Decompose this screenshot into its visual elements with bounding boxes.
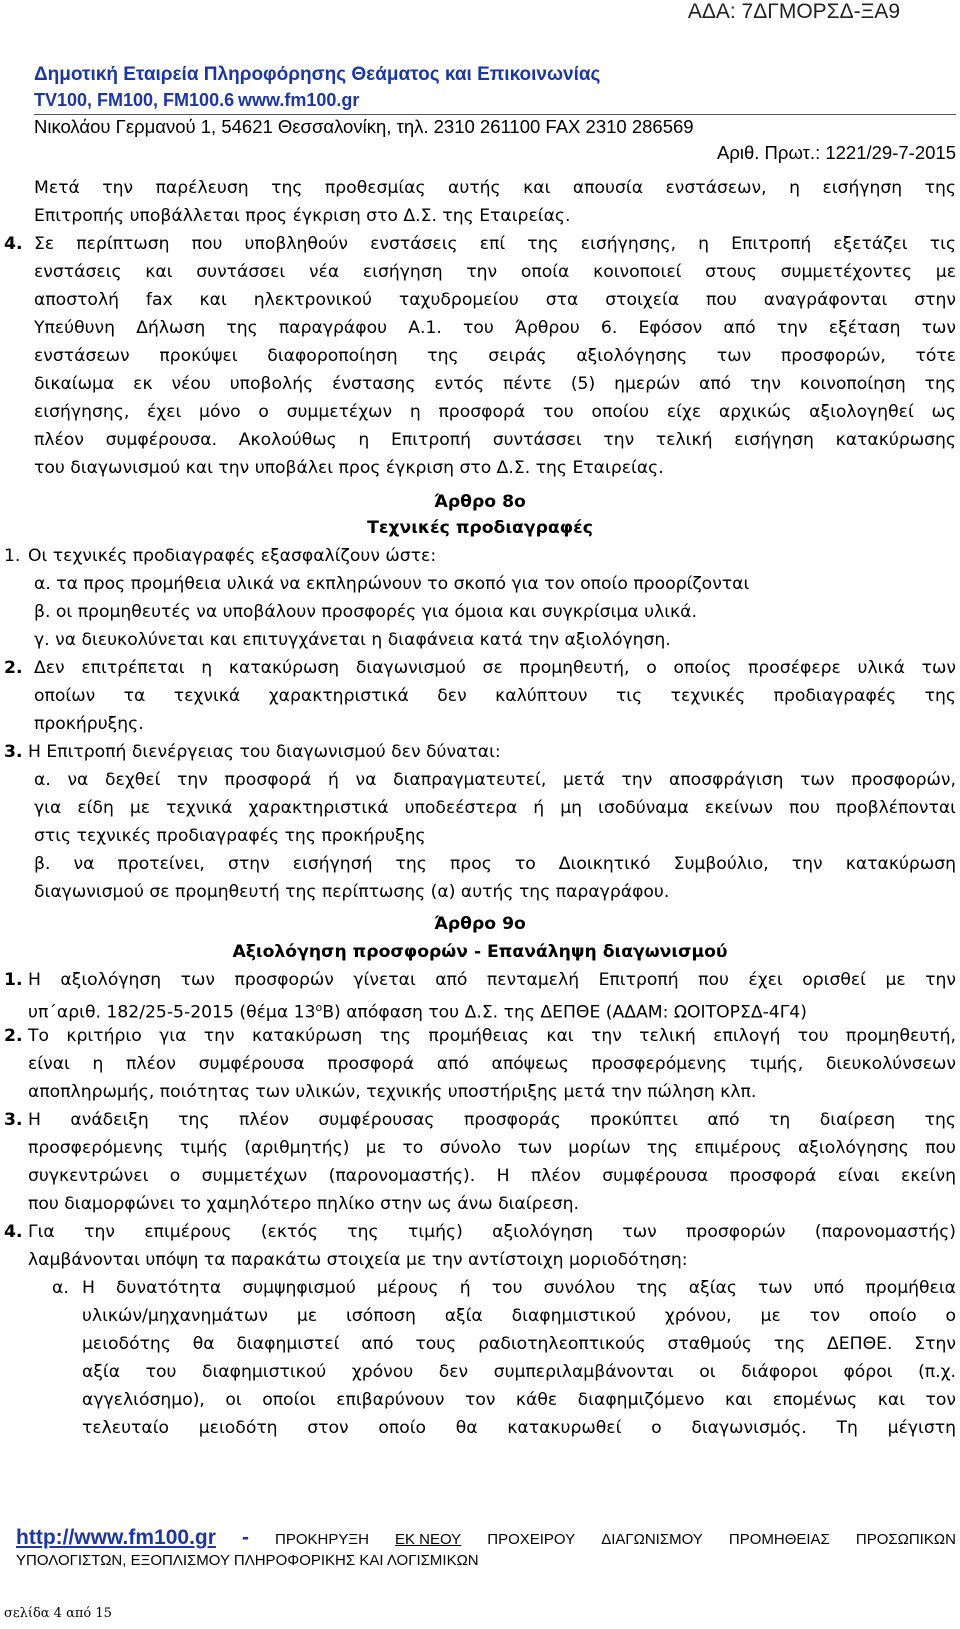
footer	[16, 1526, 956, 1569]
paragraph-line: ενστάσεων προκύψει διαφοροποίηση της σειράς αξιολόγησης των προσφορών, τότε	[34, 346, 956, 366]
paragraph-line: οποίων τα τεχνικά χαρακτηριστικά δεν καλύπτουν τις τεχνικές προδιαγραφές της	[34, 686, 956, 706]
paragraph-line	[28, 994, 807, 1022]
footer-word: ΠΡΟΚΗΡΥΞΗ	[275, 1531, 369, 1548]
article-9-title: Άρθρο 9ο	[434, 914, 526, 934]
item-number: 2.	[4, 658, 23, 678]
article-8-subtitle: Τεχνικές προδιαγραφές	[367, 518, 593, 538]
paragraph-line: Η Επιτροπή διενέργειας του διαγωνισμού δεν δύναται:	[28, 742, 501, 762]
header-divider	[34, 114, 956, 115]
footer-word: ΠΡΟΜΗΘΕΙΑΣ	[728, 1531, 830, 1548]
decision-reference-rest: Β) απόφαση του Δ.Σ. της ΔΕΠΘΕ (ΑΔΑΜ: ΩΟΙΤΟΡΣΔ-4Γ4)	[322, 1002, 807, 1023]
company-name: Δημοτική Εταιρεία Πληροφόρησης Θεάματος και Επικοινωνίας	[34, 64, 601, 85]
website-link[interactable]: www.fm100.gr	[238, 90, 360, 110]
paragraph-line: λαμβάνονται υπόψη τα παρακάτω στοιχεία με την αντίστοιχη μοριοδότηση:	[28, 1250, 688, 1270]
paragraph-line: προσφερόμενης τιμής (αριθμητής) με το σύνολο των μορίων της επιμέρους αξιολόγησης που	[28, 1138, 956, 1158]
paragraph-line: στις τεχνικές προδιαγραφές της προκήρυξης	[34, 826, 426, 846]
page-number: σελίδα 4 από 15	[4, 1606, 112, 1621]
paragraph-line: αποστολή fax και ηλεκτρονικού ταχυδρομείου στα στοιχεία που αναγράφονται στην	[34, 290, 956, 310]
item-number: 4.	[4, 1222, 23, 1242]
item-number: 3.	[4, 742, 23, 762]
footer-url-link[interactable]: http://www.fm100.gr	[16, 1526, 216, 1549]
paragraph-line: Οι τεχνικές προδιαγραφές εξασφαλίζουν ώστε:	[28, 546, 437, 566]
footer-word: ΕΚ ΝΕΟΥ	[394, 1531, 462, 1548]
paragraph-line: προκήρυξης.	[34, 714, 144, 734]
paragraph-line: πλέον συμφέρουσα. Ακολούθως η Επιτροπή συντάσσει την τελική εισήγηση κατακύρωσης	[34, 430, 956, 450]
paragraph-line: αγγελιόσημο), οι οποίοι επιβαρύνουν τον κάθε διαφημιζόμενο και επομένως και τον	[82, 1390, 956, 1410]
item-number: 4.	[4, 234, 23, 254]
paragraph-line: Το κριτήριο για την κατακύρωση της προμήθειας και την τελική επιλογή του προμηθευτή,	[28, 1026, 956, 1046]
article-8-title: Άρθρο 8ο	[434, 492, 526, 512]
footer-word: ΠΡΟΣΩΠΙΚΩΝ	[855, 1531, 956, 1548]
item-number: 1.	[4, 546, 21, 566]
item-number: 1.	[4, 970, 23, 990]
ada-code: ΑΔΑ: 7ΔΓΜΟΡΣΔ-ΞΑ9	[687, 0, 900, 23]
paragraph-line: Η ανάδειξη της πλέον συμφέρουσας προσφοράς προκύπτει από τη διαίρεση της	[28, 1110, 956, 1130]
paragraph-line: Δεν επιτρέπεται η κατακύρωση διαγωνισμού σε προμηθευτή, ο οποίος προσέφερε υλικά των	[34, 658, 956, 678]
list-item: β. να προτείνει, στην εισήγησή της προς το Διοικητικό Συμβούλιο, την κατακύρωση	[34, 854, 956, 874]
paragraph-line: που διαμορφώνει το χαμηλότερο πηλίκο στην ως άνω διαίρεση.	[28, 1194, 580, 1214]
item-number: 2.	[4, 1026, 23, 1046]
paragraph-line: αξία του διαφημιστικού χρόνου δεν συμπεριλαμβάνονται οι διάφοροι φόροι (π.χ.	[82, 1362, 956, 1382]
paragraph-line: εισήγησης, έχει μόνο ο συμμετέχων η προσφορά του οποίου είχε αρχικώς αξιολογηθεί ως	[34, 402, 956, 422]
paragraph-line: Σε περίπτωση που υποβληθούν ενστάσεις επί της εισήγησης, η Επιτροπή εξετάζει τις	[34, 234, 956, 254]
paragraph-line: δικαίωμα εκ νέου υποβολής ένστασης εντός πέντε (5) ημερών από την κοινοποίηση της	[34, 374, 956, 394]
footer-word: ΠΡΟΧΕΙΡΟΥ	[487, 1531, 576, 1548]
stations: TV100, FM100, FM100.6	[34, 90, 235, 110]
item-number: 3.	[4, 1110, 23, 1130]
list-item: γ. να διευκολύνεται και επιτυγχάνεται η διαφάνεια κατά την αξιολόγηση.	[34, 630, 671, 650]
company-address: Νικολάου Γερμανού 1, 54621 Θεσσαλονίκη, τηλ. 2310 261100 FAX 2310 286569	[34, 116, 694, 137]
paragraph-line: Η δυνατότητα συμψηφισμού μέρους ή του συνόλου της αξίας των υπό προμήθεια	[82, 1278, 956, 1298]
superscript: ο	[315, 1001, 323, 1014]
paragraph-line: συγκεντρώνει ο συμμετέχων (παρονομαστής). Η πλέον συμφέρουσα προσφορά είναι εκείνη	[28, 1166, 956, 1186]
paragraph-line: υλικών/μηχανημάτων με ισόποση αξία διαφημιστικού χρόνου, με τον οποίο ο	[82, 1306, 956, 1326]
list-item: α. να δεχθεί την προσφορά ή να διαπραγματευτεί, μετά την αποσφράγιση των προσφορών,	[34, 770, 956, 790]
article-9-subtitle: Αξιολόγηση προσφορών - Επανάληψη διαγωνισμού	[232, 942, 728, 962]
paragraph-line: Επιτροπής υποβάλλεται προς έγκριση στο Δ.Σ. της Εταιρείας.	[34, 206, 571, 226]
paragraph-line: για είδη με τεχνικά χαρακτηριστικά υποδεέστερα ή μη ισοδύναμα εκείνων που προβλέπονται	[34, 798, 956, 818]
paragraph-line: Για την επιμέρους (εκτός της τιμής) αξιολόγηση των προσφορών (παρονομαστής)	[28, 1222, 956, 1242]
paragraph-line: Μετά την παρέλευση της προθεσμίας αυτής και απουσία ενστάσεων, η εισήγηση της	[34, 178, 956, 198]
paragraph-line: διαγωνισμού σε προμηθευτή της περίπτωσης (α) αυτής της παραγράφου.	[34, 882, 670, 902]
paragraph-line: αποπληρωμής, ποιότητας των υλικών, τεχνικής υποστήριξης μετά την πώληση κλπ.	[28, 1082, 757, 1102]
paragraph-line: μειοδότης θα διαφημιστεί από τους ραδιοτηλεοπτικούς σταθμούς της ΔΕΠΘΕ. Στην	[82, 1334, 956, 1354]
paragraph-line: Η αξιολόγηση των προσφορών γίνεται από πενταμελή Επιτροπή που έχει ορισθεί με την	[28, 970, 956, 990]
footer-dash: -	[241, 1526, 249, 1549]
protocol-number: Αριθ. Πρωτ.: 1221/29-7-2015	[717, 142, 956, 163]
item-letter: α.	[52, 1278, 69, 1298]
paragraph-line: είναι η πλέον συμφέρουσα προσφορά από απόψεως προσφερόμενης τιμής, διευκολύνσεων	[28, 1054, 956, 1074]
footer-word: ΔΙΑΓΩΝΙΣΜΟΥ	[601, 1531, 703, 1548]
paragraph-line: τελευταίο μειοδότη στον οποίο θα κατακυρωθεί ο διαγωνισμός. Τη μέγιστη	[82, 1418, 956, 1438]
list-item: β. οι προμηθευτές να υποβάλουν προσφορές για όμοια και συγκρίσιμα υλικά.	[34, 602, 697, 622]
paragraph-line: Υπεύθυνη Δήλωση της παραγράφου Α.1. του Άρθρου 6. Εφόσον από την εξέταση των	[34, 318, 956, 338]
list-item: α. τα προς προμήθεια υλικά να εκπληρώνουν το σκοπό για τον οποίο προορίζονται	[34, 574, 750, 594]
footer-title-line2: ΥΠΟΛΟΓΙΣΤΩΝ, ΕΞΟΠΛΙΣΜΟΥ ΠΛΗΡΟΦΟΡΙΚΗΣ ΚΑΙ ΛΟΓΙΣΜΙΚΩΝ	[16, 1552, 479, 1569]
decision-reference: υπ΄αριθ. 182/25-5-2015 (θέμα 13	[28, 1002, 316, 1023]
paragraph-line: ενστάσεις και συντάσσει νέα εισήγηση την οποία κοινοποιεί στους συμμετέχοντες με	[34, 262, 956, 282]
paragraph-line: του διαγωνισμού και την υποβάλει προς έγκριση στο Δ.Σ. της Εταιρείας.	[34, 458, 664, 478]
